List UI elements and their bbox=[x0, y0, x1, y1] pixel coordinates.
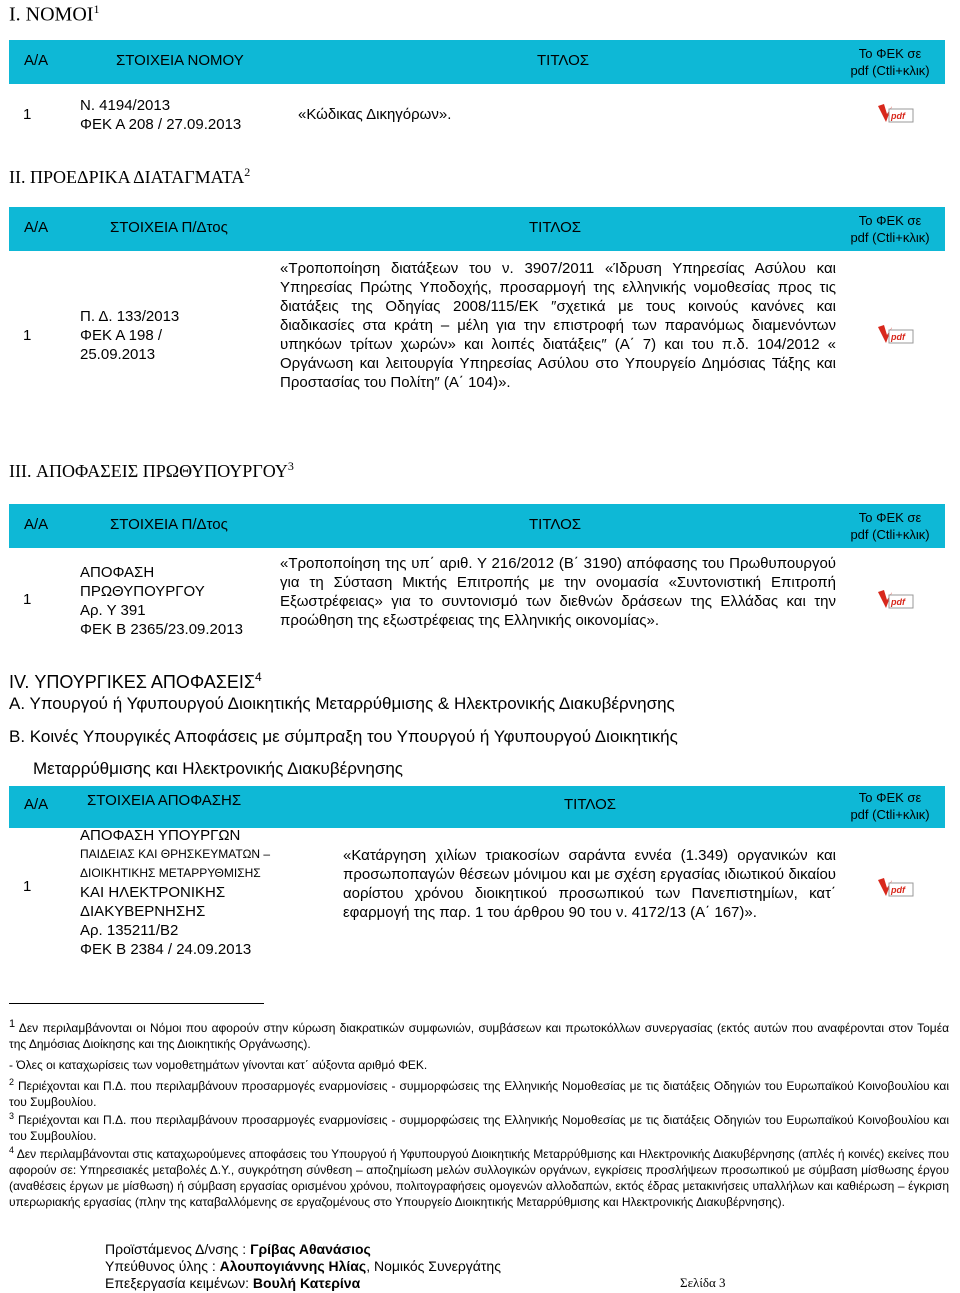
table-header-3: Α/Α ΣΤΟΙΧΕΙΑ Π/Δτος ΤΙΤΛΟΣ Το ΦΕΚ σε pdf (Ctli+κλικ) bbox=[9, 504, 945, 548]
pdf-icon[interactable] bbox=[876, 102, 914, 126]
subsection-a: Α. Υπουργού ή Υφυπουργού Διοικητικής Μεταρρύθμισης & Ηλεκτρονικής Διακυβέρνησης bbox=[9, 694, 675, 713]
row-number: 1 bbox=[23, 106, 32, 123]
table-header-2: Α/Α ΣΤΟΙΧΕΙΑ Π/Δτος ΤΙΤΛΟΣ Το ΦΕΚ σε pdf (Ctli+κλικ) bbox=[9, 207, 945, 251]
table-header-4: Α/Α ΣΤΟΙΧΕΙΑ ΑΠΟΦΑΣΗΣ ΤΙΤΛΟΣ Το ΦΕΚ σε pdf (Ctli+κλικ) bbox=[9, 786, 945, 828]
row-number: 1 bbox=[23, 591, 32, 608]
svg-text:pdf: pdf bbox=[891, 111, 905, 121]
footnote-2: $^2$ Περιέχονται και Π.Δ. που περιλαμβάνουν προσαρμογές εναρμονίσεις - συμμορφώσεις της Ελληνικής Νομοθεσίας με τις διατάξεις Οδηγιών του Ευρωπαϊκού Κοινοβουλίου και του Συμβουλίου. bbox=[9, 1077, 949, 1109]
row-info: Ν. 4194/2013 ΦΕΚ Α 208 / 27.09.2013 bbox=[80, 97, 242, 133]
svg-text:pdf: pdf bbox=[891, 332, 905, 342]
subsection-b: Β. Κοινές Υπουργικές Αποφάσεις με σύμπραξη του Υπουργού ή Υφυπουργού Διοικητικής bbox=[9, 727, 678, 746]
subsection-b-cont: Μεταρρύθμισης και Ηλεκτρονικής Διακυβέρνησης bbox=[33, 759, 403, 778]
section-4-title: IV. ΥΠΟΥΡΓΙΚΕΣ ΑΠΟΦΑΣΕΙΣ$^4$ bbox=[9, 670, 262, 692]
page-number: Σελίδα 3 bbox=[680, 1275, 726, 1290]
row-title: «Τροποποίηση της υπ΄ αριθ. Υ 216/2012 (Β΄ 3190) απόφασης του Πρωθυπουργού για τη Σύσταση Μικτής Επιτροπής με την ονομασία «Συντονιστική Επιτροπή Εξωστρέφειας» για το συντονισμό των διεθνών δράσεων της Ελλάδας και την προώθηση της εξωστρέφειας της Ελληνικής οικονομίας». bbox=[280, 555, 836, 629]
footnote-3: $^3$ Περιέχονται και Π.Δ. που περιλαμβάνουν προσαρμογές εναρμονίσεις - συμμορφώσεις της Ελληνικής Νομοθεσίας με τις διατάξεις Οδηγιών του Ευρωπαϊκού Κοινοβουλίου και του Συμβουλίου. bbox=[9, 1111, 949, 1143]
footnote-1b: - Όλες οι καταχωρίσεις των νομοθετημάτων γίνονται κατ΄ αύξοντα αριθμό ΦΕΚ. bbox=[9, 1058, 428, 1072]
pdf-icon[interactable] bbox=[876, 876, 914, 900]
row-title: «Τροποποίηση διατάξεων του ν. 3907/2011 «Ίδρυση Υπηρεσίας Ασύλου και Υπηρεσίας Πρώτης Υποδοχής, προσαρμογή της ελληνικής νομοθεσίας προς τις διατάξεις της Οδηγίας 2008/115/ΕΚ ″σχετικά με τους κοινούς κανόνες και διαδικασίες στα κράτη – μέλη για την επιστροφή των παρανόμως διαμενόντων υπηκόων τρίτων χωρών» και λοιπές διατάξεις″ (Α΄ 7) και του π.δ. 104/2012 « Οργάνωση και λειτουργία Υπηρεσίας Ασύλου στο Υπουργείο Δημόσιας Τάξης και Προστασίας του Πολίτη″ (Α΄ 104)». bbox=[280, 260, 836, 391]
row-title: «Κατάργηση χιλίων τριακοσίων σαράντα εννέα (1.349) οργανικών και προσωποπαγών θέσεων μόνιμου και με σχέση εργασίας ιδιωτικού δικαίου αορίστου χρόνου διοικητικού προσωπικού των Πανεπιστημίων, κατ΄ εφαρμογή της παρ. 1 του άρθρου 90 του ν. 4172/13 (Α΄ 167)». bbox=[343, 847, 836, 921]
pdf-icon[interactable] bbox=[876, 323, 914, 347]
header-stoixeia: ΣΤΟΙΧΕΙΑ ΝΟΜΟΥ bbox=[116, 52, 244, 69]
row-info: Π. Δ. 133/2013 ΦΕΚ Α 198 / 25.09.2013 bbox=[80, 308, 180, 363]
footnote-1: $^1$ Δεν περιλαμβάνονται οι Νόμοι που αφορούν στην κύρωση διακρατικών συμφωνιών, συμβάσεων και πρωτοκόλλων συνεργασίας (εκτός αυτών που αναφέρονται στον Τομέα της Δημόσιας Διοίκησης και της Διοικητικής Οργάνωσης). bbox=[9, 1018, 949, 1051]
row-number: 1 bbox=[23, 878, 32, 895]
table-header-1 bbox=[9, 40, 945, 84]
row-info: ΑΠΟΦΑΣΗ ΠΡΩΘΥΠΟΥΡΓΟΥ Αρ. Υ 391 ΦΕΚ Β 2365/23.09.2013 bbox=[80, 564, 243, 638]
svg-text:pdf: pdf bbox=[891, 885, 905, 895]
footnote-4: $^4$ Δεν περιλαμβάνονται στις καταχωρούμενες αποφάσεις του Υπουργού ή Υφυπουργού Διοικητικής Μεταρρύθμισης και Ηλεκτρονικής Διακυβέρνησης (απλές ή κοινές) εκείνες που αφορούν σε: Υπηρεσιακές μεταβολές Δ.Υ., συγκρότηση σύνθεση – αποζημίωση μελών συλλογικών οργάνων, εγκρίσεις προσλήψεων προσωπικού με σύμβαση μίσθωσης έργου (αναθέσεις έργων με μίσθωση) ή σύμβαση εργασίας ορισμένου χρόνου, πολιτογραφήσεις ομογενών αλλοδαπών, εκτός έδρας μετακινήσεις υπαλλήλων και καθιέρωση – έγκριση υπερωριακής εργασίας (πλην της καταβαλλόμενης σε εργαζομένους στο Υπουργείο Διοικητικής Μεταρρύθμισης και Ηλεκτρονικής Διακυβέρνησης). bbox=[9, 1145, 950, 1209]
footnote-divider bbox=[9, 1003, 264, 1004]
section-3-title: III. ΑΠΟΦΑΣΕΙΣ ΠΡΩΘΥΠΟΥΡΓΟΥ$^3$ bbox=[9, 459, 294, 481]
section-2-title: II. ΠΡΟΕΔΡΙΚΑ ΔΙΑΤΑΓΜΑΤΑ$^2$ bbox=[9, 165, 251, 187]
header-aa: Α/Α bbox=[24, 52, 49, 69]
pdf-icon[interactable] bbox=[876, 588, 914, 612]
header-titlos: ΤΙΤΛΟΣ bbox=[537, 52, 590, 69]
row-title: «Κώδικας Δικηγόρων». bbox=[298, 106, 452, 123]
row-info: ΑΠΟΦΑΣΗ ΥΠΟΥΡΓΩΝ ΠΑΙΔΕΙΑΣ ΚΑΙ ΘΡΗΣΚΕΥΜΑΤΩΝ – ΔΙΟΙΚΗΤΙΚΗΣ ΜΕΤΑΡΡΥΘΜΙΣΗΣ ΚΑΙ ΗΛΕΚΤΡΟΝΙΚΗΣ ΔΙΑΚΥΒΕΡΝΗΣΗΣ Αρ. 135211/Β2 ΦΕΚ Β 2384 / 24.09.2013 bbox=[80, 827, 271, 958]
signature-block: Προϊστάμενος Δ/νσης : Γρίβας Αθανάσιος Υπεύθυνος ύλης : Αλουπογιάννης Ηλίας, Νομικός Συνεργάτης Επεξεργασία κειμένων: Βουλή Κατερίνα bbox=[105, 1241, 501, 1291]
header-fek: Το ΦΕΚ σε pdf (Ctli+κλικ) bbox=[850, 46, 930, 78]
row-number: 1 bbox=[23, 327, 32, 344]
section-1-title: I. ΝΟΜΟΙ$^1$ bbox=[9, 2, 100, 26]
svg-text:pdf: pdf bbox=[891, 597, 905, 607]
